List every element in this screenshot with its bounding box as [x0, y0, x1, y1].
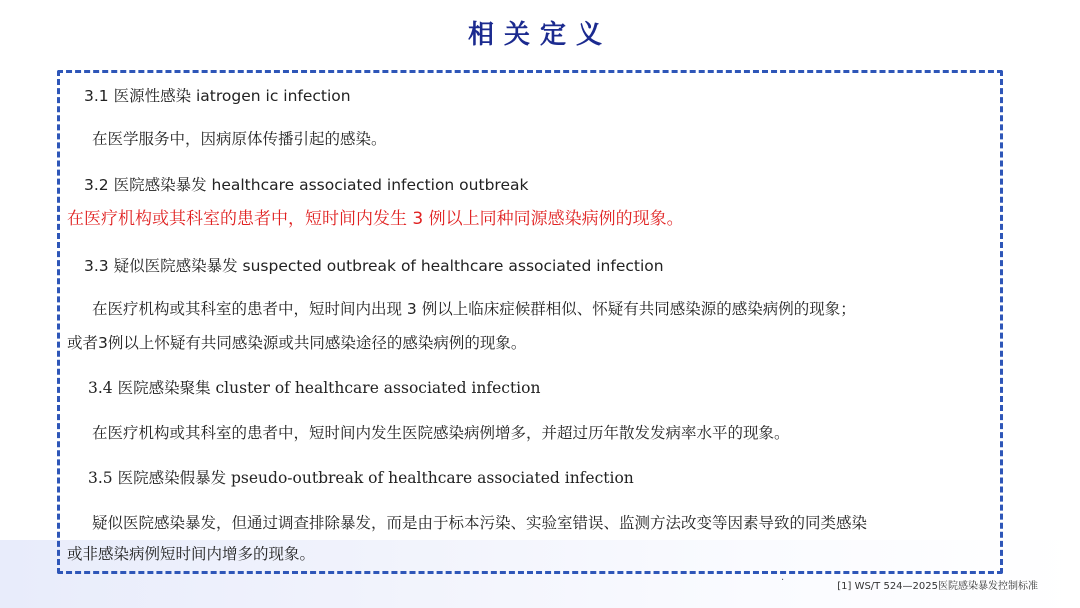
definition-3-3-heading: 3.3 疑似医院感染暴发 suspected outbreak of healthcare associated infection — [84, 257, 664, 275]
definition-3-1-heading: 3.1 医源性感染 iatrogen ic infection — [84, 87, 351, 105]
definition-3-3-body-line1: 在医疗机构或其科室的患者中，短时间内出现 3 例以上临床症候群相似、怀疑有共同感染源的感染病例的现象； — [92, 300, 856, 318]
definition-3-4-heading: 3.4 医院感染聚集 cluster of healthcare associated infection — [88, 379, 541, 397]
page-title: 相关定义 — [467, 20, 612, 50]
footnote-dot: · — [781, 575, 785, 586]
footnote-reference: [1] WS/T 524—2025医院感染暴发控制标准 — [837, 581, 1038, 592]
definition-3-4-body: 在医疗机构或其科室的患者中，短时间内发生医院感染病例增多，并超过历年散发发病率水平的现象。 — [92, 424, 790, 442]
definition-3-2-heading: 3.2 医院感染暴发 healthcare associated infection outbreak — [84, 176, 529, 194]
definition-3-5-heading: 3.5 医院感染假暴发 pseudo-outbreak of healthcare associated infection — [88, 469, 634, 487]
definition-3-5-body-line1: 疑似医院感染暴发，但通过调查排除暴发，而是由于标本污染、实验室错误、监测方法改变等因素导致的同类感染 — [92, 514, 868, 532]
definition-3-1-body: 在医学服务中，因病原体传播引起的感染。 — [92, 130, 387, 148]
definition-3-3-body-line2: 或者3例以上怀疑有共同感染源或共同感染途径的感染病例的现象。 — [67, 334, 527, 352]
definition-3-5-body-line2: 或非感染病例短时间内增多的现象。 — [67, 545, 316, 563]
definition-3-2-body: 在医疗机构或其科室的患者中，短时间内发生 3 例以上同种同源感染病例的现象。 — [67, 209, 684, 229]
